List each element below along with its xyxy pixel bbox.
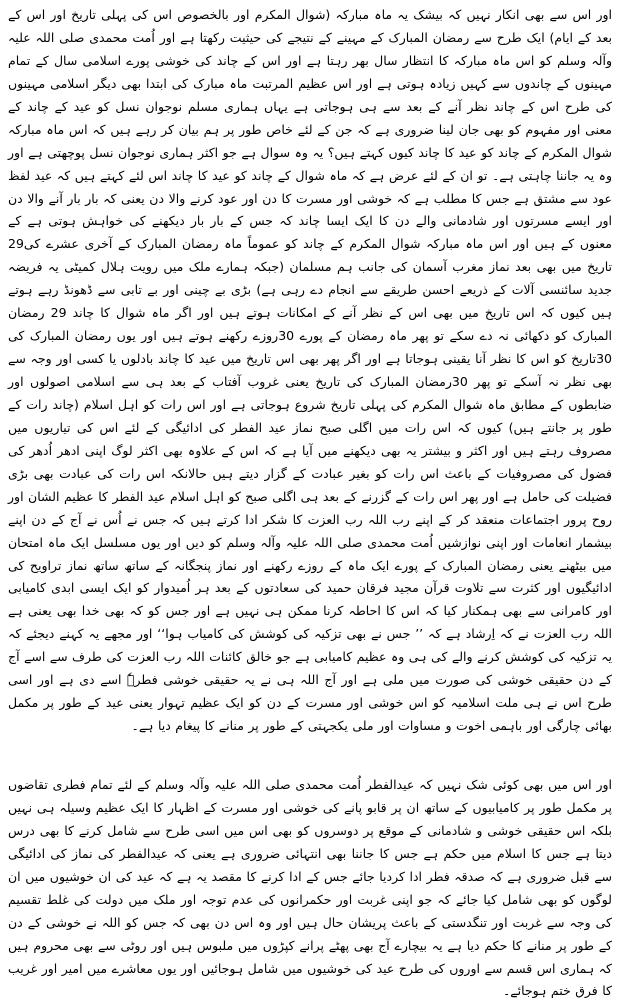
paragraph-spacer [8,738,612,774]
article-paragraph-2: اور اس میں بھی کوئی شک نہیں کہ عیدالفطر اُمت محمدی صلی اللہ علیہ وآلہ وسلم کے لئے تمام فطری تقاضوں پر مکمل طور پر کامیابیوں کے ساتھ ان پر قابو پانے کی خوشی اور مسرت کے اظہار کا ایک عظیم وسیلہ ہی نہیں بلکہ اس حقیقی خوشی و شادمانی کے موقع پر دوسروں کو بھی اس میں اسی طرح سے شامل کرنے کا بھی درس دیتا ہے جس کا اسلام میں حکم ہے جس کا جاننا بھی انتہائی ضروری ہے یعنی کہ عیدالفطر کی نماز کی ادائیگی سے قبل ضروری ہے کہ صدقہ فطر ادا کردیا جائے جس کے ادا کرنے کا مقصد یہ ہے کہ عید کی ان خوشیوں میں ان لوگوں کو بھی شامل کیا جائے کہ جو اپنی غربت اور حکمرانوں کی عدم توجہ اور ملک میں دولت کی غلط تقسیم کی وجہ سے غربت اور تنگدستی کے باعث پریشان حال ہیں اور وہ اس دن بھی کہ جس کو اللہ نے خوشی کے دن کے طور پر منانے کا حکم دیا ہے یہ بیچارے آج بھی پھٹے پرانے کپڑوں میں ملبوس ہیں اور روٹی سے بھی محروم ہیں کہ ہماری اس قسم سے اوروں کی طرح عید کی خوشیوں میں شامل ہوجائیں اور یوں معاشرے میں امیر اور غریب کا فرق ختم ہوجائے۔ [8,777,612,999]
article-paragraph-1: اور اس سے بھی انکار نہیں کہ بیشک یہ ماہ مبارکہ (شوال المکرم اور بالخصوص اس کی پہلی تاریخ اور اس کے بعد کے ایام) ایک طرح سے رمضان المبارک کے مہینے کے نتیجے کی حیثیت رکھتا ہے اور اُمت محمدی صلی اللہ علیہ وآلہ وسلم کو اس ماہ مبارکہ کا انتظار سال بھر رہتا ہے اور اس کے چاند کی خوشی پورے اسلامی سال کے تمام مہینوں کے چاندوں سے کہیں زیادہ ہوتی ہے اور اس عظیم المرتبت ماہ مبارک کی ابتدا بھی دیگر اسلامی مہینوں کی طرح اس کے چاند نظر آنے کے بعد سے ہی ہوجاتی ہے یہاں ہماری مسلم نوجوان نسل کو عید کے چاند کے معنی اور مفہوم کو بھی جان لینا ضروری ہے کہ جن کے لئے خاص طور پر ہم بیان کر رہے ہیں کہ اس ماہ مبارکہ شوال المکرم کے چاند کو عید کا چاند کیوں کہتے ہیں؟ یہ وہ سوال ہے جو اکثر ہماری نوجوان نسل پوچھتی ہے اور وہ یہ جاننا چاہتی ہے۔ تو ان کے لئے عرض ہے کہ ماہ شوال کے چاند کو عید کا چاند اس لئے کہتے ہیں کہ عید لفظ عود سے مشتق ہے جس کا مطلب ہے کہ خوشی اور مسرت کا دن اور عود کرنے والا دن یعنی کہ بار بار آنے والا دن اور ایسے مسرتوں اور شادمانی والے دن کا ایک ایسا چاند کہ جس کے بار بار دیکھنے کی خواہش ہوتی ہے کے معنوں کے ہیں اور اس ماہ مبارکہ شوال المکرم کے چاند کو عموماً ماہ رمضان المبارک کے آخری عشرے کی29 تاریخ میں بھی بعد نماز مغرب آسمان کی جانب ہم مسلمان (جبکہ ہمارے ملک میں رویت ہلال کمیٹی یہ فریضہ جدید سائنسی آلات کے ذریعے احسن طریقے سے انجام دے رہی ہے) بڑی بے چینی اور بے تابی سے ڈھونڈ رہے ہوتے ہیں کیوں کہ اس تاریخ میں بھی اس کے نظر آنے کے امکانات ہوتے ہیں اور اگر ماہ شوال کا چاند 29 رمضان المبارک کو دکھائی نہ دے سکے تو پھر ماہ رمضان کے پورے 30روزے رکھنے ہوتے ہیں اور یوں رمضان المبارک کی 30تاریخ کو اس کا نظر آنا یقینی ہوجاتا ہے اور اگر پھر بھی اس تاریخ میں عید کا چاند بادلوں یا کسی اور وجہ سے بھی نظر نہ آسکے تو پھر 30رمضان المبارک کی تاریخ یعنی غروب آفتاب کے بعد ہی سے اسلامی اصولوں اور ضابطوں کے مطابق ماہ شوال المکرم کی پہلی تاریخ شروع ہوجاتی ہے اور اس رات کو اہل اسلام (چاند رات کے طور پر جانتے ہیں) کیوں کہ اس رات میں اگلی صبح نماز عید الفطر کی ادائیگی کے لئے اس کی تیاریوں میں مصروف رہتے ہیں اور اکثر و بیشتر یہ بھی دیکھنے میں آیا ہے کہ اس کے علاوہ بھی اکثر لوگ اپنی ادھر اُدھر کی فضول کی مصروفیات کے باعث اس رات کو بغیر عبادت کے گزار دیتے ہیں حالانکہ اس رات کی عبادت بھی بڑی فضیلت کی حامل ہے اور پھر اس رات کے گزرنے کے بعد ہی اگلی صبح کو اہل اسلام عید الفطر کا عظیم الشان اور روح پرور اجتماعات منعقد کر کے اپنے رب اللہ رب العزت کا شکر ادا کرتے ہیں کہ جس نے اُس نے آج کے دن اپنے بیشمار انعامات اور اپنی نوازشیں اُمت محمدی صلی اللہ علیہ وآلہ وسلم کو دیں اور یوں مسلسل ایک ماہ امتحان میں بیٹھنے یعنی رمضان المبارک کے پورے ایک ماہ کے روزے رکھنے اور نماز پنجگانہ کے ساتھ ساتھ نماز تراویح کی ادائیگیوں اور کثرت سے تلاوت قرآن مجید فرقان حمید کی سعادتوں کے بعد ہر اُمیدوار کو ایک ایسی ابدی کامیابی اور کامرانی سے بھی ہمکنار کیا کہ اس کا احاطہ کرنا ممکن ہی نہیں ہے اور جس کو کہ بھی خدا بھی یعنی ہے اللہ رب العزت نے کہ اِرشاد ہے کہ ’’ جس نے بھی تزکیہ کی کوشش کی کامیاب ہوا‘‘ اور مجھے یہ کہنے دیجئے کہ یہ تزکیہ کی کوشش کرنے والے کی ہی وہ عظیم کامیابی ہے جو خالق کائنات اللہ رب العزت کی طرف سے اسے آج کے دن حقیقی خوشی کی صورت میں ملی ہے اور آج اللہ ہی نے یہ حقیقی خوشی فطرہٗ اسے دی ہے اور اسی طرح اس نے ہی ملت اسلامیہ کو اس خوشی اور مسرت کے دن کو ایک عظیم تہوار یعنی عید کے طور پر مکمل بھائی چارگی اور باہمی اخوت و مساوات اور ملی یکجہتی کے طور پر منانے کا پیغام دیا ہے۔ [8,7,612,734]
